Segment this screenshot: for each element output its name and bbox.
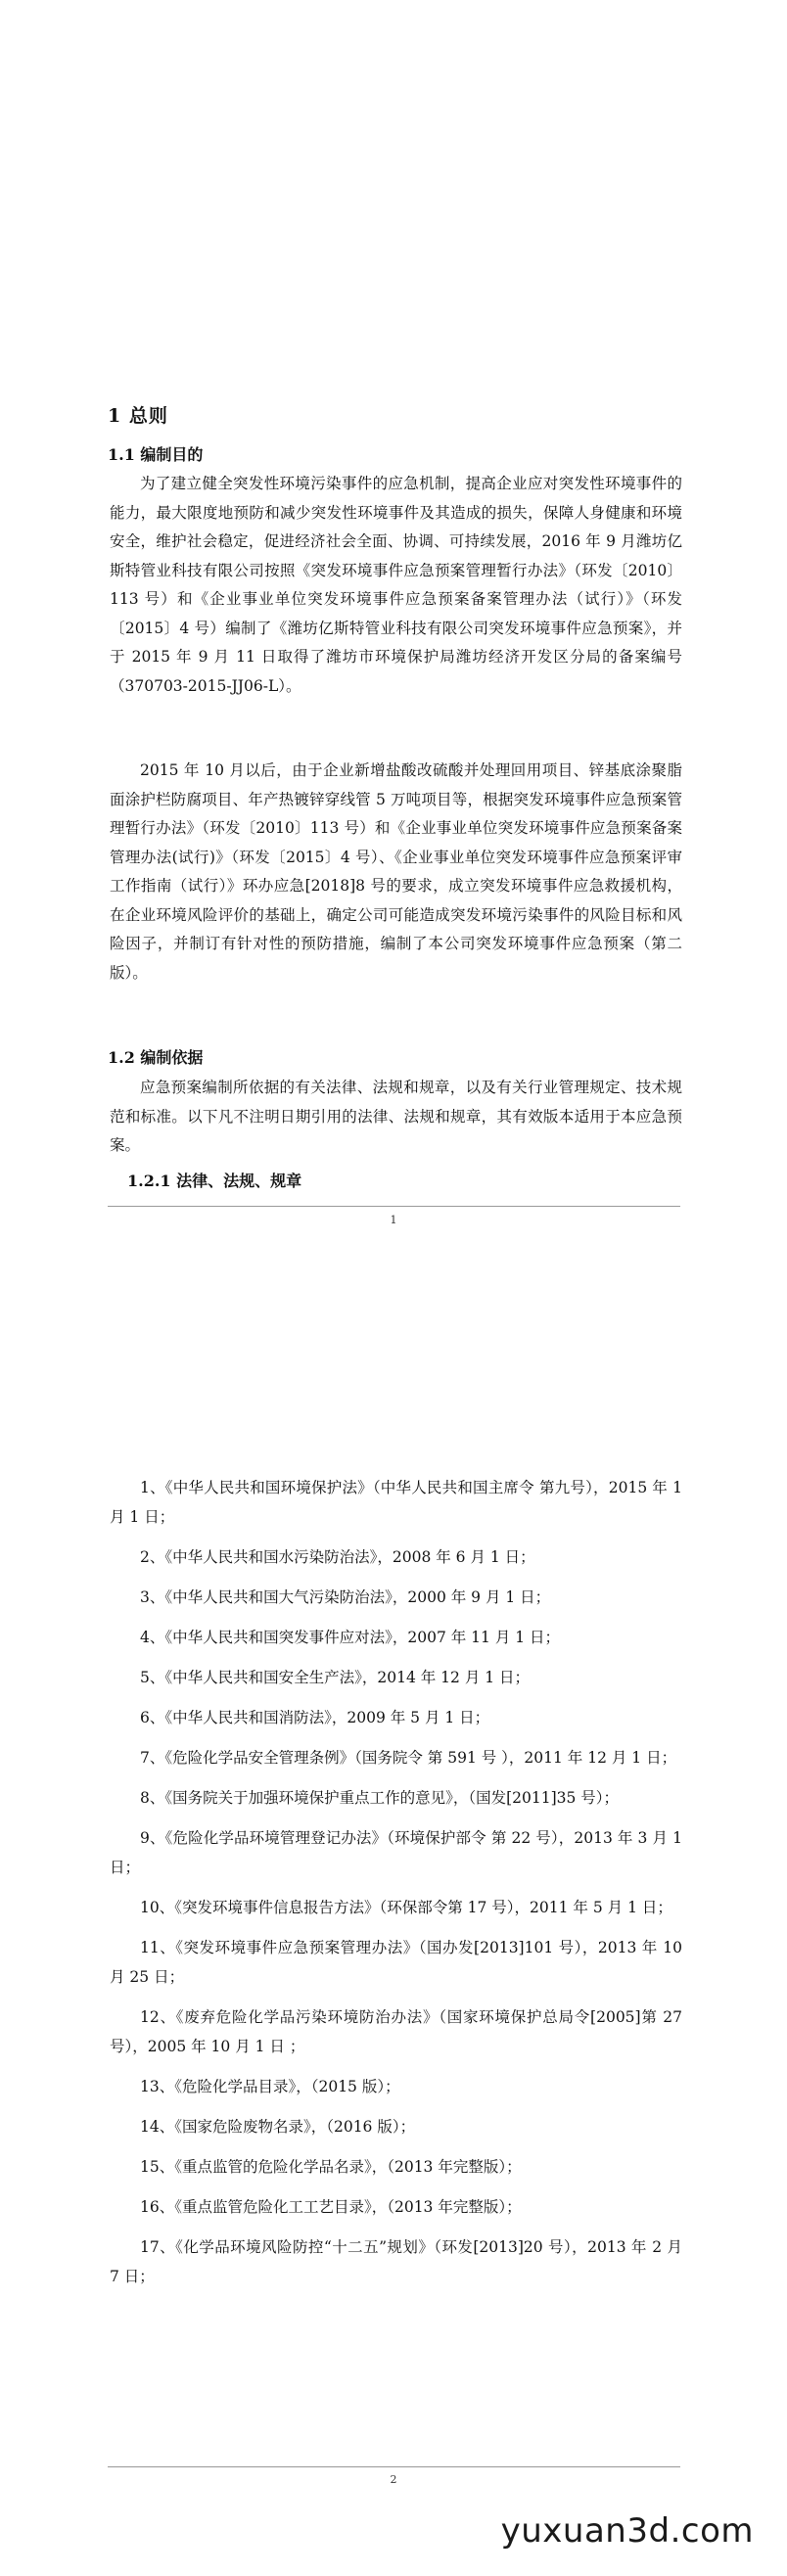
reference-item: 1、《中华人民共和国环境保护法》（中华人民共和国主席令 第九号），2015 年 1 月 1 日； <box>110 1479 682 1526</box>
footer-divider <box>108 2466 680 2467</box>
section-heading-purpose: 1.1 编制目的 <box>108 445 204 464</box>
reference-list <box>110 1473 682 2302</box>
reference-item: 15、《重点监管的危险化学品名录》，（2013 年完整版）； <box>140 2158 522 2176</box>
reference-item: 11、《突发环境事件应急预案管理办法》（国办发[2013]101 号），2013 年 10 月 25 日； <box>110 1939 682 1986</box>
reference-item: 9、《危险化学品环境管理登记办法》（环境保护部令 第 22 号），2013 年 3 月 1 日； <box>110 1829 682 1876</box>
page-number: 1 <box>390 1214 397 1226</box>
reference-item: 3、《中华人民共和国大气污染防治法》，2000 年 9 月 1 日； <box>140 1588 551 1606</box>
document-page-2 <box>0 1360 787 2576</box>
paragraph-basis: 应急预案编制所依据的有关法律、法规和规章，以及有关行业管理规定、技术规范和标准。以下凡不注明日期引用的法律、法规和规章，其有效版本适用于本应急预案。 <box>110 1079 682 1154</box>
reference-item: 14、《国家危险废物名录》，（2016 版）； <box>140 2118 416 2136</box>
reference-item: 10、《突发环境事件信息报告方法》（环保部令第 17 号），2011 年 5 月 1 日； <box>140 1899 672 1916</box>
reference-item: 16、《重点监管危险化工工艺目录》，（2013 年完整版）； <box>140 2198 522 2216</box>
watermark: yuxuan3d.com <box>500 2511 754 2551</box>
paragraph-purpose: 为了建立健全突发性环境污染事件的应急机制，提高企业应对突发性环境事件的能力，最大限度地预防和减少突发性环境事件及其造成的损失，保障人身健康和环境安全，维护社会稳定，促进经济社会全面、协调、可持续发展，2016 年 9 月潍坊亿斯特管业科技有限公司按照《突发环境事件应急预案管理暂行办法》（环发〔2010〕113 号）和《企业事业单位突发环境事件应急预案备案管理办法（试行）》（环发〔2015〕4 号）编制了《潍坊亿斯特管业科技有限公司突发环境事件应急预案》，并于 2015 年 9 月 11 日取得了潍坊市环境保护局潍坊经济开发区分局的备案编号（370703-2015-JJ06-L）。 <box>110 475 682 695</box>
reference-item: 17、《化学品环境风险防控“十二五”规划》（环发[2013]20 号），2013 年 2 月 7 日； <box>110 2238 682 2285</box>
reference-item: 5、《中华人民共和国安全生产法》，2014 年 12 月 1 日； <box>140 1669 531 1686</box>
reference-item: 4、《中华人民共和国突发事件应对法》，2007 年 11 月 1 日； <box>140 1629 561 1646</box>
paragraph-revision: 2015 年 10 月以后，由于企业新增盐酸改硫酸并处理回用项目、锌基底涂聚脂面涂护栏防腐项目、年产热镀锌穿线管 5 万吨项目等，根据突发环境事件应急预案管理暂行办法》（环发〔2010〕113 号）和《企业事业单位突发环境事件应急预案备案管理办法(试行)》（环发〔2015〕4 号）、《企业事业单位突发环境事件应急预案评审工作指南（试行）》环办应急[2018]8 号的要求，成立突发环境事件应急救援机构，在企业环境风险评价的基础上，确定公司可能造成突发环境污染事件的风险目标和风险因子，并制订有针对性的预防措施，编制了本公司突发环境事件应急预案（第二版）。 <box>110 761 682 982</box>
page-number: 2 <box>390 2473 397 2486</box>
footer-divider <box>108 1206 680 1207</box>
subsection-heading-laws: 1.2.1 法律、法规、规章 <box>127 1172 302 1190</box>
reference-item: 8、《国务院关于加强环境保护重点工作的意见》，（国发[2011]35 号）； <box>140 1789 620 1807</box>
reference-item: 13、《危险化学品目录》，（2015 版）； <box>140 2078 400 2095</box>
chapter-heading: 1 总则 <box>108 405 168 427</box>
reference-item: 7、《危险化学品安全管理条例》（国务院令 第 591 号 ），2011 年 12 月 1 日； <box>140 1749 677 1767</box>
reference-item: 12、《废弃危险化学品污染环境防治办法》（国家环境保护总局令[2005]第 27 号），2005 年 10 月 1 日 ； <box>110 2008 682 2055</box>
reference-item: 6、《中华人民共和国消防法》，2009 年 5 月 1 日； <box>140 1709 490 1726</box>
reference-item: 2、《中华人民共和国水污染防治法》，2008 年 6 月 1 日； <box>140 1548 535 1566</box>
section-heading-basis: 1.2 编制依据 <box>108 1048 204 1067</box>
